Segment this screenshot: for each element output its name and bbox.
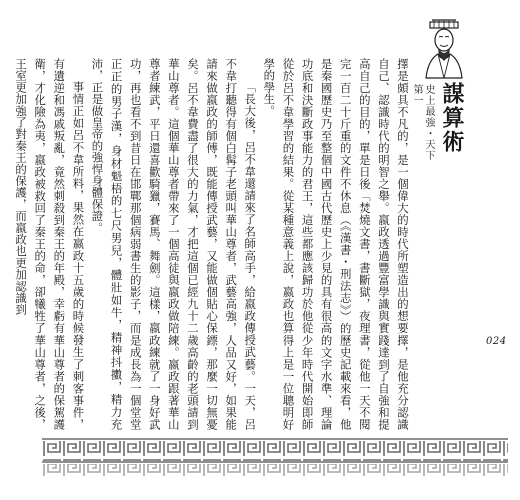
paragraph: 「長大後，呂不韋還請來了名師高手，給嬴政傳授武藝。一天，呂不韋打聽得有個白髯子老頭叫華山尊者，武藝高強，人品又好，如果能請來做嬴政的師傅，既能傳授武藝，又能做個貼心保鏢，那麼一切無憂矣。呂不韋費盡了很大的力氣，才把這個已經九十二歲高齡的老頭請到華山尊者。這個華山尊者帶來了一個高徒與嬴政做陪練。嬴政跟著華山尊者練武，平日還喜歡騎獵，賽馬、舞劍。這樣，嬴政練就了一身好武功，再也看不到昔日在邯鄲那個病弱書生的影子，而是成長為一個堂堂正正的男子漢，身材魁梧的七尺男兒，體壯如牛，精神抖擻，精力充沛，正是做皇帝的強悍身體保證。: [90, 58, 258, 430]
series-title: 史上最強・天下第一: [411, 84, 434, 161]
paragraph: 事情正如呂不韋所料，果然在嬴政十五歲的時候發生了刺客事件，有遺逆和馮戚叛亂，竟然刺殺到秦王的年殿，幸虧有華山尊者的保駕護衛，才化險為夷，嬴政被救回了秦王的命，卻犧牲了華山尊者，之後，王室更加強了對秦王的保護，而嬴政也更加認識到: [14, 58, 86, 430]
body-text: [14, 58, 412, 430]
emperor-portrait-icon: [422, 18, 466, 80]
greek-key-border-icon: [42, 438, 508, 478]
page-header: [412, 18, 472, 168]
paragraph: 擇是頗具不凡的，是一個偉大的時代所塑造出的想要擇，是他充分認識自己、認識時代的明智之舉。嬴政透過豐富學識與實踐達到了自強和提高自己的目的，單是日後「焚燒文書，書斷獄，夜理書，從他一天不閱完一百二十斤重的文件不休息（《漢書・刑法志》）的歷史記載來看，他是秦國歷史乃至整個中國古代歷史上少見的具有很高的文字水準、理論功底和決斷政事能力的君王，這些都應該歸功於他從少年時代開始即師從於呂不韋學習的結果。從某種意義上說，嬴政也算得上是一位聰明好學的學生。: [262, 58, 410, 430]
book-title: 謀算術: [439, 82, 465, 154]
page-number: 024: [486, 336, 507, 347]
